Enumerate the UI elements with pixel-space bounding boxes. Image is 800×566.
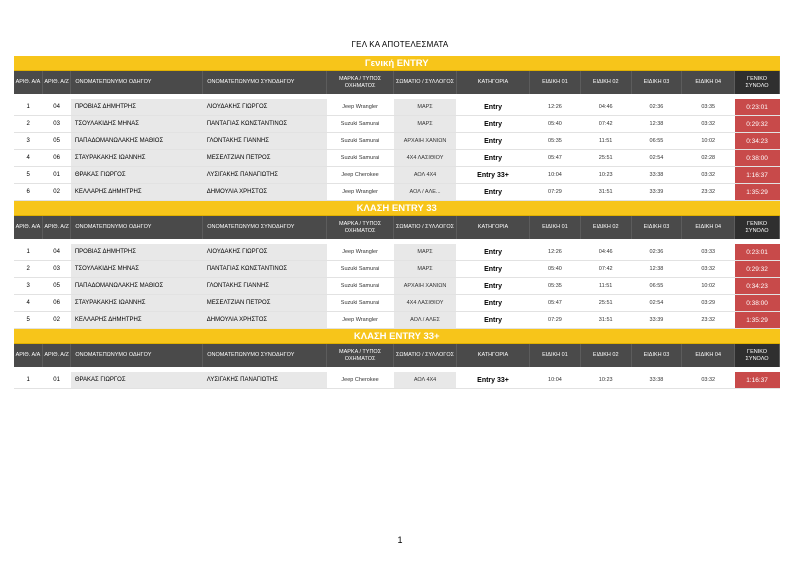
cell-no: 01 <box>42 167 70 184</box>
cell-ss4: 03:32 <box>682 261 735 278</box>
column-header-total: ΓΕΝΙΚΟ ΣΥΝΟΛΟ <box>735 71 780 95</box>
cell-ss2: 25:51 <box>580 295 631 312</box>
cell-ss2: 10:23 <box>580 372 631 389</box>
cell-rank: 5 <box>14 312 42 329</box>
cell-ss2: 07:42 <box>580 261 631 278</box>
table-row <box>14 261 780 278</box>
cell-ss2: 25:51 <box>580 150 631 167</box>
cell-ss3: 02:54 <box>631 150 682 167</box>
cell-category: Entry <box>456 133 529 150</box>
page-number: 1 <box>397 535 403 545</box>
cell-ss1: 05:40 <box>530 116 581 133</box>
column-header-codriver: ΟΝΟΜΑΤΕΠΩΝΥΜΟ ΣΥΝΟΔΗΓΟΥ <box>203 71 327 95</box>
cell-ss4: 10:02 <box>682 133 735 150</box>
cell-category: Entry <box>456 116 529 133</box>
cell-ss2: 04:46 <box>580 244 631 261</box>
cell-total: 1:35:29 <box>735 184 780 201</box>
cell-ss3: 06:55 <box>631 133 682 150</box>
cell-driver: ΘΡΑΚΑΣ ΓΙΩΡΓΟΣ <box>71 372 203 389</box>
cell-no: 04 <box>42 99 70 116</box>
cell-ss3: 33:38 <box>631 167 682 184</box>
page-title: ΓΕΛ ΚΑ ΑΠΟΤΕΛΕΣΜΑΤΑ <box>351 40 449 49</box>
cell-ss4: 03:29 <box>682 295 735 312</box>
cell-ss1: 05:35 <box>530 278 581 295</box>
cell-club: 4Χ4 ΛΑΣΙΘΙΟΥ <box>394 295 457 312</box>
cell-car: Jeep Cherokee <box>327 372 394 389</box>
section-title-row <box>14 329 780 344</box>
cell-rank: 3 <box>14 133 42 150</box>
cell-driver: ΠΡΟΒΙΑΣ ΔΗΜΗΤΡΗΣ <box>71 244 203 261</box>
cell-codriver: ΔΗΜΟΥΛΙΑ ΧΡΗΣΤΟΣ <box>203 184 327 201</box>
cell-codriver: ΛΙΟΥΔΑΚΗΣ ΓΙΩΡΓΟΣ <box>203 99 327 116</box>
column-header-row <box>14 216 780 240</box>
column-header-club: ΣΩΜΑΤΙΟ / ΣΥΛΛΟΓΟΣ <box>394 216 457 240</box>
column-header-total: ΓΕΝΙΚΟ ΣΥΝΟΛΟ <box>735 216 780 240</box>
cell-codriver: ΛΥΣΙΓΑΚΗΣ ΠΑΝΑΓΙΩΤΗΣ <box>203 167 327 184</box>
cell-codriver: ΛΙΟΥΔΑΚΗΣ ΓΙΩΡΓΟΣ <box>203 244 327 261</box>
cell-ss1: 05:40 <box>530 261 581 278</box>
cell-ss1: 10:04 <box>530 167 581 184</box>
cell-no: 05 <box>42 133 70 150</box>
cell-ss3: 06:55 <box>631 278 682 295</box>
cell-no: 05 <box>42 278 70 295</box>
cell-rank: 5 <box>14 167 42 184</box>
column-header-ss3: ΕΙΔΙΚΗ 03 <box>631 71 682 95</box>
cell-ss3: 33:38 <box>631 372 682 389</box>
column-header-ss4: ΕΙΔΙΚΗ 04 <box>682 71 735 95</box>
cell-driver: ΠΑΠΑΔΟΜΑΝΩΛΑΚΗΣ ΜΑΘΙΟΣ <box>71 278 203 295</box>
cell-codriver: ΓΛΟΝΤΑΚΗΣ ΓΙΑΝΝΗΣ <box>203 278 327 295</box>
cell-ss2: 11:51 <box>580 278 631 295</box>
cell-club: ΑΟΛ 4Χ4 <box>394 167 457 184</box>
cell-driver: ΚΕΛΛΑΡΗΣ ΔΗΜΗΤΡΗΣ <box>71 312 203 329</box>
cell-total: 0:29:32 <box>735 116 780 133</box>
cell-driver: ΤΣΟΥΛΑΚΙΔΗΣ ΜΗΝΑΣ <box>71 261 203 278</box>
cell-codriver: ΔΗΜΟΥΛΙΑ ΧΡΗΣΤΟΣ <box>203 312 327 329</box>
column-header-driver: ΟΝΟΜΑΤΕΠΩΝΥΜΟ ΟΔΗΓΟΥ <box>71 216 203 240</box>
table-row <box>14 116 780 133</box>
cell-car: Suzuki Samurai <box>327 261 394 278</box>
cell-ss2: 31:51 <box>580 312 631 329</box>
column-header-car-no: ΑΡΙΘ. Α/Ζ <box>42 344 70 368</box>
cell-club: 4Χ4 ΛΑΣΙΘΙΟΥ <box>394 150 457 167</box>
column-header-ss2: ΕΙΔΙΚΗ 02 <box>580 71 631 95</box>
cell-category: Entry <box>456 150 529 167</box>
cell-driver: ΠΡΟΒΙΑΣ ΔΗΜΗΤΡΗΣ <box>71 99 203 116</box>
cell-ss1: 05:47 <box>530 150 581 167</box>
cell-car: Jeep Wrangler <box>327 184 394 201</box>
cell-codriver: ΓΛΟΝΤΑΚΗΣ ΓΙΑΝΝΗΣ <box>203 133 327 150</box>
cell-ss4: 03:32 <box>682 167 735 184</box>
section-title-row <box>14 201 780 216</box>
cell-ss1: 07:29 <box>530 312 581 329</box>
cell-category: Entry 33+ <box>456 372 529 389</box>
cell-total: 0:38:00 <box>735 295 780 312</box>
cell-no: 03 <box>42 116 70 133</box>
cell-total: 0:23:01 <box>735 99 780 116</box>
column-header-club: ΣΩΜΑΤΙΟ / ΣΥΛΛΟΓΟΣ <box>394 71 457 95</box>
cell-no: 06 <box>42 150 70 167</box>
cell-no: 06 <box>42 295 70 312</box>
section-title-row <box>14 56 780 71</box>
column-header-row <box>14 71 780 95</box>
cell-total: 1:16:37 <box>735 372 780 389</box>
cell-ss2: 04:46 <box>580 99 631 116</box>
cell-category: Entry <box>456 99 529 116</box>
cell-driver: ΤΣΟΥΛΑΚΙΔΗΣ ΜΗΝΑΣ <box>71 116 203 133</box>
column-header-row <box>14 344 780 368</box>
column-header-driver: ΟΝΟΜΑΤΕΠΩΝΥΜΟ ΟΔΗΓΟΥ <box>71 71 203 95</box>
cell-ss3: 02:36 <box>631 99 682 116</box>
table-row <box>14 133 780 150</box>
cell-club: ΑΟΛ 4Χ4 <box>394 372 457 389</box>
cell-total: 1:16:37 <box>735 167 780 184</box>
column-header-codriver: ΟΝΟΜΑΤΕΠΩΝΥΜΟ ΣΥΝΟΔΗΓΟΥ <box>203 344 327 368</box>
cell-ss1: 12:26 <box>530 244 581 261</box>
cell-car: Suzuki Samurai <box>327 278 394 295</box>
column-header-category: ΚΑΤΗΓΟΡΙΑ <box>456 344 529 368</box>
cell-no: 04 <box>42 244 70 261</box>
cell-club: ΑΡΧΑΙΗ ΧΑΝΙΩΝ <box>394 278 457 295</box>
cell-car: Jeep Wrangler <box>327 99 394 116</box>
cell-ss4: 03:35 <box>682 99 735 116</box>
column-header-ss3: ΕΙΔΙΚΗ 03 <box>631 216 682 240</box>
cell-ss2: 31:51 <box>580 184 631 201</box>
cell-rank: 1 <box>14 244 42 261</box>
cell-category: Entry <box>456 312 529 329</box>
cell-car: Jeep Cherokee <box>327 167 394 184</box>
section-title: ΚΛΑΣΗ ENTRY 33+ <box>14 329 780 344</box>
cell-category: Entry <box>456 261 529 278</box>
cell-category: Entry <box>456 244 529 261</box>
column-header-car: ΜΑΡΚΑ / ΤΥΠΟΣ ΟΧΗΜΑΤΟΣ <box>327 71 394 95</box>
cell-codriver: ΜΕΣΕΛΤΖΙΑΝ ΠΕΤΡΟΣ <box>203 295 327 312</box>
cell-car: Suzuki Samurai <box>327 150 394 167</box>
column-header-ss4: ΕΙΔΙΚΗ 04 <box>682 216 735 240</box>
cell-category: Entry 33+ <box>456 167 529 184</box>
column-header-car-no: ΑΡΙΘ. Α/Ζ <box>42 216 70 240</box>
cell-total: 0:38:00 <box>735 150 780 167</box>
cell-driver: ΠΑΠΑΔΟΜΑΝΩΛΑΚΗΣ ΜΑΘΙΟΣ <box>71 133 203 150</box>
column-header-ss4: ΕΙΔΙΚΗ 04 <box>682 344 735 368</box>
cell-total: 0:34:23 <box>735 278 780 295</box>
cell-codriver: ΠΑΝΤΑΓΙΑΣ ΚΩΝΣΤΑΝΤΙΝΟΣ <box>203 116 327 133</box>
cell-driver: ΘΡΑΚΑΣ ΓΙΩΡΓΟΣ <box>71 167 203 184</box>
cell-club: ΜΑΡΣ <box>394 261 457 278</box>
cell-no: 02 <box>42 184 70 201</box>
cell-no: 03 <box>42 261 70 278</box>
column-header-car: ΜΑΡΚΑ / ΤΥΠΟΣ ΟΧΗΜΑΤΟΣ <box>327 344 394 368</box>
column-header-ss1: ΕΙΔΙΚΗ 01 <box>530 344 581 368</box>
column-header-codriver: ΟΝΟΜΑΤΕΠΩΝΥΜΟ ΣΥΝΟΔΗΓΟΥ <box>203 216 327 240</box>
column-header-rank: ΑΡΙΘ. Α/Α <box>14 71 42 95</box>
cell-category: Entry <box>456 184 529 201</box>
column-header-club: ΣΩΜΑΤΙΟ / ΣΥΛΛΟΓΟΣ <box>394 344 457 368</box>
table-row <box>14 244 780 261</box>
cell-ss4: 23:32 <box>682 184 735 201</box>
cell-codriver: ΠΑΝΤΑΓΙΑΣ ΚΩΝΣΤΑΝΤΙΝΟΣ <box>203 261 327 278</box>
cell-club: ΑΡΧΑΙΗ ΧΑΝΙΩΝ <box>394 133 457 150</box>
cell-rank: 4 <box>14 295 42 312</box>
table-row <box>14 312 780 329</box>
column-header-category: ΚΑΤΗΓΟΡΙΑ <box>456 71 529 95</box>
column-header-total: ΓΕΝΙΚΟ ΣΥΝΟΛΟ <box>735 344 780 368</box>
section-title: ΚΛΑΣΗ ENTRY 33 <box>14 201 780 216</box>
cell-codriver: ΛΥΣΙΓΑΚΗΣ ΠΑΝΑΓΙΩΤΗΣ <box>203 372 327 389</box>
cell-rank: 2 <box>14 116 42 133</box>
cell-rank: 4 <box>14 150 42 167</box>
cell-ss2: 11:51 <box>580 133 631 150</box>
table-row <box>14 150 780 167</box>
column-header-car-no: ΑΡΙΘ. Α/Ζ <box>42 71 70 95</box>
cell-ss3: 12:38 <box>631 261 682 278</box>
cell-total: 0:29:32 <box>735 261 780 278</box>
cell-ss1: 10:04 <box>530 372 581 389</box>
column-header-ss2: ΕΙΔΙΚΗ 02 <box>580 344 631 368</box>
cell-ss3: 02:36 <box>631 244 682 261</box>
cell-no: 01 <box>42 372 70 389</box>
cell-rank: 1 <box>14 372 42 389</box>
table-row <box>14 278 780 295</box>
cell-driver: ΣΤΑΥΡΑΚΑΚΗΣ ΙΩΑΝΝΗΣ <box>71 150 203 167</box>
cell-ss4: 02:28 <box>682 150 735 167</box>
cell-ss1: 12:26 <box>530 99 581 116</box>
cell-ss3: 33:39 <box>631 184 682 201</box>
column-header-ss1: ΕΙΔΙΚΗ 01 <box>530 216 581 240</box>
table-row <box>14 184 780 201</box>
cell-ss2: 10:23 <box>580 167 631 184</box>
column-header-ss2: ΕΙΔΙΚΗ 02 <box>580 216 631 240</box>
cell-codriver: ΜΕΣΕΛΤΖΙΑΝ ΠΕΤΡΟΣ <box>203 150 327 167</box>
cell-ss1: 05:35 <box>530 133 581 150</box>
cell-ss3: 02:54 <box>631 295 682 312</box>
cell-ss4: 03:32 <box>682 372 735 389</box>
cell-club: ΑΟΛ / ΑΛΕΣ <box>394 312 457 329</box>
cell-club: ΜΑΡΣ <box>394 99 457 116</box>
column-header-ss3: ΕΙΔΙΚΗ 03 <box>631 344 682 368</box>
cell-category: Entry <box>456 278 529 295</box>
cell-rank: 1 <box>14 99 42 116</box>
cell-car: Suzuki Samurai <box>327 295 394 312</box>
cell-ss4: 03:32 <box>682 116 735 133</box>
cell-ss1: 05:47 <box>530 295 581 312</box>
cell-driver: ΣΤΑΥΡΑΚΑΚΗΣ ΙΩΑΝΝΗΣ <box>71 295 203 312</box>
cell-ss2: 07:42 <box>580 116 631 133</box>
cell-ss3: 33:39 <box>631 312 682 329</box>
section-title: Γενική ENTRY <box>14 56 780 71</box>
cell-ss1: 07:29 <box>530 184 581 201</box>
cell-no: 02 <box>42 312 70 329</box>
cell-ss4: 10:02 <box>682 278 735 295</box>
cell-rank: 2 <box>14 261 42 278</box>
cell-category: Entry <box>456 295 529 312</box>
cell-ss4: 23:32 <box>682 312 735 329</box>
cell-total: 1:35:29 <box>735 312 780 329</box>
cell-car: Jeep Wrangler <box>327 244 394 261</box>
column-header-category: ΚΑΤΗΓΟΡΙΑ <box>456 216 529 240</box>
results-table <box>14 56 780 389</box>
cell-driver: ΚΕΛΛΑΡΗΣ ΔΗΜΗΤΡΗΣ <box>71 184 203 201</box>
table-row <box>14 295 780 312</box>
cell-total: 0:23:01 <box>735 244 780 261</box>
cell-club: ΜΑΡΣ <box>394 244 457 261</box>
cell-rank: 3 <box>14 278 42 295</box>
cell-ss3: 12:38 <box>631 116 682 133</box>
cell-rank: 6 <box>14 184 42 201</box>
cell-car: Suzuki Samurai <box>327 116 394 133</box>
column-header-rank: ΑΡΙΘ. Α/Α <box>14 216 42 240</box>
column-header-driver: ΟΝΟΜΑΤΕΠΩΝΥΜΟ ΟΔΗΓΟΥ <box>71 344 203 368</box>
column-header-ss1: ΕΙΔΙΚΗ 01 <box>530 71 581 95</box>
table-row <box>14 372 780 389</box>
cell-ss4: 03:33 <box>682 244 735 261</box>
cell-total: 0:34:23 <box>735 133 780 150</box>
cell-club: ΑΟΛ / ΑΛΕ... <box>394 184 457 201</box>
table-row <box>14 99 780 116</box>
column-header-car: ΜΑΡΚΑ / ΤΥΠΟΣ ΟΧΗΜΑΤΟΣ <box>327 216 394 240</box>
cell-car: Jeep Wrangler <box>327 312 394 329</box>
column-header-rank: ΑΡΙΘ. Α/Α <box>14 344 42 368</box>
cell-car: Suzuki Samurai <box>327 133 394 150</box>
table-row <box>14 167 780 184</box>
cell-club: ΜΑΡΣ <box>394 116 457 133</box>
